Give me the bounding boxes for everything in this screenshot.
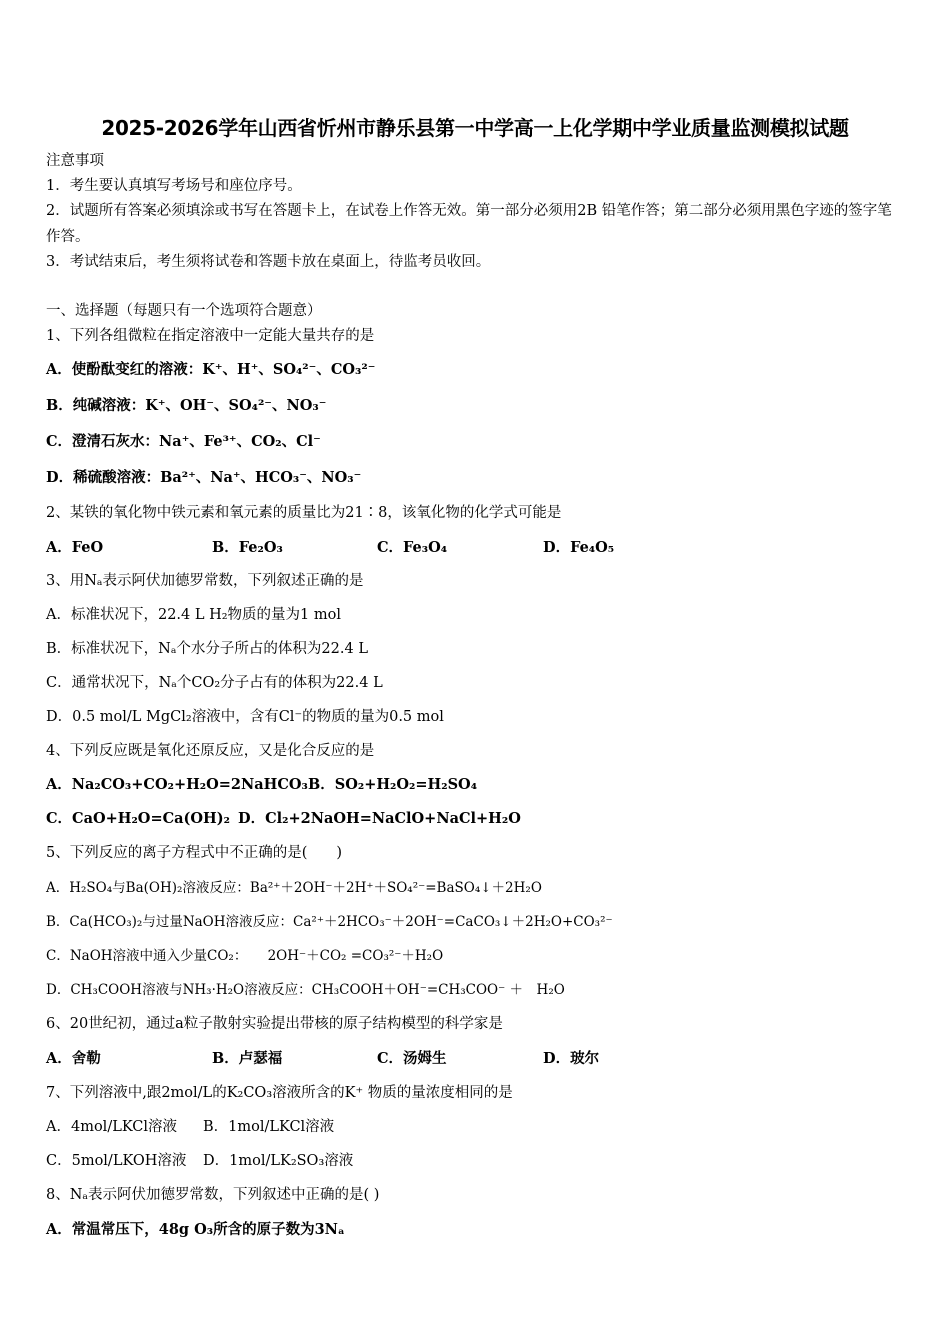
question-2-option-c[interactable]: C．Fe₃O₄ bbox=[377, 539, 448, 556]
question-3-option-d[interactable]: D．0.5 mol/L MgCl₂溶液中，含有Cl⁻的物质的量为0.5 mol bbox=[46, 709, 444, 725]
question-8-option-a[interactable]: A．常温常压下，48g O₃所含的原子数为3Nₐ bbox=[46, 1221, 345, 1238]
question-6-option-d[interactable]: D．玻尔 bbox=[543, 1050, 600, 1067]
notice-heading: 注意事项 bbox=[46, 153, 104, 169]
notice-item-1: 1．考生要认真填写考场号和座位序号。 bbox=[46, 178, 302, 194]
question-3-option-b[interactable]: B．标准状况下，Nₐ个水分子所占的体积为22.4 L bbox=[46, 641, 368, 657]
question-1-option-c[interactable]: C．澄清石灰水：Na⁺、Fe³⁺、CO₂、Cl⁻ bbox=[46, 433, 321, 450]
section-heading: 一、选择题（每题只有一个选项符合题意） bbox=[46, 303, 322, 319]
question-4-stem: 4、下列反应既是氧化还原反应，又是化合反应的是 bbox=[46, 743, 375, 759]
question-3-option-c[interactable]: C．通常状况下，Nₐ个CO₂分子占有的体积为22.4 L bbox=[46, 675, 383, 691]
question-4-option-a[interactable]: A．Na₂CO₃+CO₂+H₂O=2NaHCO₃ bbox=[46, 776, 308, 793]
question-5-option-c[interactable]: C．NaOH溶液中通入少量CO₂： 2OH⁻＋CO₂ =CO₃²⁻＋H₂O bbox=[46, 948, 444, 964]
question-1-option-a[interactable]: A．使酚酞变红的溶液：K⁺、H⁺、SO₄²⁻、CO₃²⁻ bbox=[46, 361, 376, 378]
question-1-option-d[interactable]: D．稀硫酸溶液：Ba²⁺、Na⁺、HCO₃⁻、NO₃⁻ bbox=[46, 469, 362, 486]
question-7-option-a[interactable]: A．4mol/LKCl溶液 bbox=[46, 1119, 178, 1135]
question-3-stem: 3、用Nₐ表示阿伏加德罗常数，下列叙述正确的是 bbox=[46, 573, 364, 589]
question-6-option-c[interactable]: C．汤姆生 bbox=[377, 1050, 447, 1067]
question-6-option-a[interactable]: A．舍勒 bbox=[46, 1050, 101, 1067]
question-2-option-a[interactable]: A．FeO bbox=[46, 539, 104, 556]
question-3-option-a[interactable]: A．标准状况下，22.4 L H₂物质的量为1 mol bbox=[46, 607, 342, 623]
question-6-option-b[interactable]: B．卢瑟福 bbox=[212, 1050, 283, 1067]
question-2-option-b[interactable]: B．Fe₂O₃ bbox=[212, 539, 283, 556]
question-4-option-d[interactable]: D．Cl₂+2NaOH=NaClO+NaCl+H₂O bbox=[238, 810, 521, 827]
question-1-stem: 1、下列各组微粒在指定溶液中一定能大量共存的是 bbox=[46, 328, 375, 344]
question-7-option-b[interactable]: B．1mol/LKCl溶液 bbox=[203, 1119, 335, 1135]
notice-item-2: 2．试题所有答案必须填涂或书写在答题卡上，在试卷上作答无效。第一部分必须用2B 铅笔作答；第二部分必须用黑色字迹的签字笔作答。 bbox=[46, 203, 892, 245]
question-7-option-d[interactable]: D．1mol/LK₂SO₃溶液 bbox=[203, 1153, 354, 1169]
question-4-option-b[interactable]: B．SO₂+H₂O₂=H₂SO₄ bbox=[308, 776, 478, 793]
question-8-stem: 8、Nₐ表示阿伏加德罗常数，下列叙述中正确的是( ) bbox=[46, 1187, 380, 1203]
question-2-stem: 2、某铁的氧化物中铁元素和氧元素的质量比为21∶8，该氧化物的化学式可能是 bbox=[46, 505, 562, 521]
question-5-stem: 5、下列反应的离子方程式中不正确的是( ) bbox=[46, 845, 343, 861]
question-6-stem: 6、20世纪初，通过a粒子散射实验提出带核的原子结构模型的科学家是 bbox=[46, 1016, 503, 1032]
notice-item-3: 3．考试结束后，考生须将试卷和答题卡放在桌面上，待监考员收回。 bbox=[46, 254, 491, 270]
question-5-option-b[interactable]: B．Ca(HCO₃)₂与过量NaOH溶液反应：Ca²⁺＋2HCO₃⁻＋2OH⁻=CaCO₃↓＋2H₂O+CO₃²⁻ bbox=[46, 914, 613, 930]
question-7-option-c[interactable]: C．5mol/LKOH溶液 bbox=[46, 1153, 187, 1169]
question-4-option-c[interactable]: C．CaO+H₂O=Ca(OH)₂ bbox=[46, 810, 230, 827]
question-7-stem: 7、下列溶液中,跟2mol/L的K₂CO₃溶液所含的K⁺ 物质的量浓度相同的是 bbox=[46, 1085, 513, 1101]
question-5-option-a[interactable]: A．H₂SO₄与Ba(OH)₂溶液反应：Ba²⁺＋2OH⁻＋2H⁺＋SO₄²⁻=BaSO₄↓＋2H₂O bbox=[46, 880, 542, 896]
page-title: 2025-2026学年山西省忻州市静乐县第一中学高一上化学期中学业质量监测模拟试题 bbox=[101, 116, 849, 140]
question-1-option-b[interactable]: B．纯碱溶液：K⁺、OH⁻、SO₄²⁻、NO₃⁻ bbox=[46, 397, 327, 414]
question-2-option-d[interactable]: D．Fe₄O₅ bbox=[543, 539, 615, 556]
question-5-option-d[interactable]: D．CH₃COOH溶液与NH₃·H₂O溶液反应：CH₃COOH＋OH⁻=CH₃COO⁻ ＋ H₂O bbox=[46, 982, 565, 998]
